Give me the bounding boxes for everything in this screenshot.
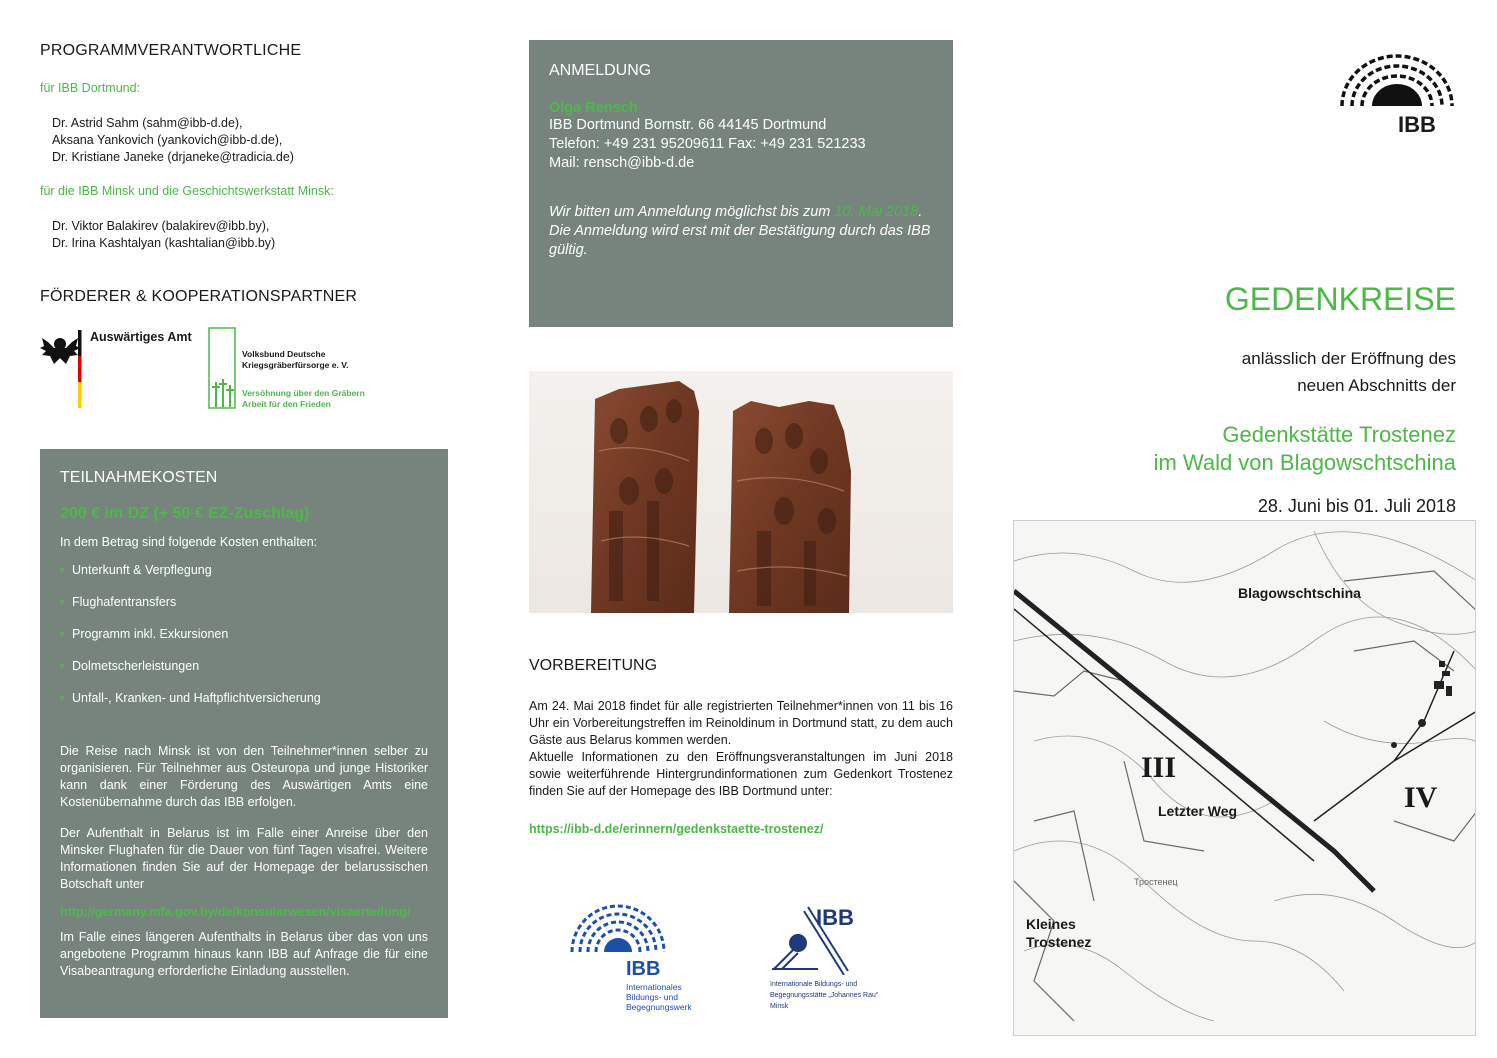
anmeldung-note (549, 203, 933, 260)
contact-balakirev: Dr. Viktor Balakirev (balakirev@ibb.by), (52, 219, 270, 233)
volksbund-name (242, 349, 348, 371)
volksbund-slogan (242, 388, 365, 410)
trostenez-info-link[interactable]: https://ibb-d.de/erinnern/gedenkstaette-trostenez/ (529, 822, 824, 836)
auswaertiges-amt-label: Auswärtiges Amt (90, 330, 192, 344)
ibb-minsk-logo (768, 905, 908, 1022)
ibb-minsk-line1: Internationale Bildungs- und (770, 981, 858, 988)
list-item: • Dolmetscherleistungen (60, 659, 428, 691)
volksbund-slogan-line1: Versöhnung über den Gräbern (242, 388, 365, 398)
map-label-blagowschtschina: Blagowschtschina (1238, 585, 1361, 601)
ibb-header-logo (1338, 52, 1456, 140)
volksbund-name-line1: Volksbund Deutsche (242, 349, 326, 359)
contact-yankovich: Aksana Yankovich (yankovich@ibb-d.de), (52, 133, 283, 147)
visa-info-link[interactable]: http://germany.mfa.gov.by/de/konsularwesen/visaerteilung/ (60, 905, 411, 919)
subtitle-line1: anlässlich der Eröffnung des (1241, 349, 1456, 368)
contact-mail[interactable]: Mail: rensch@ibb-d.de (549, 155, 695, 171)
ibb-name-line1: Internationales (626, 982, 682, 992)
volksbund-crosses-icon (208, 327, 236, 409)
map-label-kleines: Kleines (1026, 916, 1076, 932)
kosten-intro: In dem Betrag sind folgende Kosten enthalten: (60, 535, 318, 549)
page-title: GEDENKREISE (1224, 281, 1456, 317)
kosten-price: 200 € im DZ (+ 50 € EZ-Zuschlag) (60, 505, 310, 522)
kosten-list (60, 563, 428, 723)
partners-heading: FÖRDERER & KOOPERATIONSPARTNER (40, 288, 358, 305)
kosten-panel (40, 449, 448, 1018)
contact-address: IBB Dortmund Bornstr. 66 44145 Dortmund (549, 117, 827, 133)
program-heading: PROGRAMMVERANTWORTLICHE (40, 42, 302, 59)
ibb-globe-icon (1338, 52, 1456, 108)
kosten-paragraph-invitation: Im Falle eines längeren Aufenthalts in Belarus über das von uns angebotene Programm hinaus kann IBB auf Anfrage die für eine Visabeantragung erforderliche Einladung ausstellen. (60, 930, 428, 978)
subtitle (1000, 345, 1456, 399)
ibb-name-line3: Begegnungswerk (626, 1002, 692, 1012)
kosten-paragraph-travel: Die Reise nach Minsk ist von den Teilnehmer*innen selber zu organisieren. Für Teilnehmer aus Osteuropa und junge Historiker kann dank einer Förderung des Auswärtigen Amts eine Kostenübernahme durch das IBB erfolgen. (60, 744, 428, 809)
ibb-globe-icon (568, 898, 668, 956)
ibb-name-line2: Bildungs- und (626, 992, 678, 1002)
volksbund-logo (208, 327, 408, 409)
site-map (1013, 520, 1476, 1036)
dortmund-label: für IBB Dortmund: (40, 81, 141, 95)
vorbereitung-paragraph-1: Am 24. Mai 2018 findet für alle registrierten Teilnehmer*innen von 11 bis 16 Uhr ein Vorbereitungstreffen im Reinoldinum in Dortmund statt, zu dem auch Gäste aus Belarus kommen werden. (529, 699, 953, 747)
event-dates: 28. Juni bis 01. Juli 2018 (1257, 496, 1456, 516)
vorbereitung-heading: VORBEREITUNG (529, 657, 658, 674)
vorbereitung-text (529, 698, 953, 800)
map-section-iii: III (1141, 751, 1177, 784)
volksbund-slogan-line2: Arbeit für den Frieden (242, 399, 331, 409)
kosten-paragraph-visa: Der Aufenthalt in Belarus ist im Falle einer Anreise über den Minsker Flughafen für die Dauer von fünf Tagen visafrei. Weitere Informationen finden Sie auf der Homepage der belarussischen Botschaft unter (60, 826, 428, 891)
dortmund-contacts (52, 116, 294, 164)
ibb-minsk-name (770, 979, 878, 1012)
list-item: • Flughafentransfers (60, 595, 428, 627)
list-item: • Unfall-, Kranken- und Haftpflichtversicherung (60, 691, 428, 723)
minsk-label: für die IBB Minsk und die Geschichtswerkstatt Minsk: (40, 184, 334, 198)
vorbereitung-paragraph-2: Aktuelle Informationen zu den Eröffnungsveranstaltungen im Juni 2018 sowie weiterführende Hintergrundinformationen zum Gedenkort Trostenez finden Sie auf der Homepage des IBB Dortmund unter: (529, 750, 953, 798)
list-item: • Programm inkl. Exkursionen (60, 627, 428, 659)
memorial-sculpture-photo (529, 371, 953, 613)
contact-kashtalyan: Dr. Irina Kashtalyan (kashtalian@ibb.by) (52, 236, 276, 250)
map-label-letzter-weg: Letzter Weg (1158, 803, 1238, 819)
contact-sahm: Dr. Astrid Sahm (sahm@ibb-d.de), (52, 116, 243, 130)
contact-name: Olga Rensch (549, 100, 638, 116)
contact-janeke: Dr. Kristiane Janeke (drjaneke@tradicia.de) (52, 150, 294, 164)
ibb-dortmund-name (626, 982, 692, 1012)
subtitle-line2: neuen Abschnitts der (1297, 376, 1456, 395)
note-text-before: Wir bitten um Anmeldung möglichst bis zum (549, 204, 831, 220)
note-deadline: 10. Mai 2018 (834, 204, 919, 220)
map-label-kleines-trostenez (1026, 915, 1091, 951)
map-label-cyrillic: Тростенец (1134, 877, 1178, 887)
memorial-place-line1: Gedenkstätte Trostenez (1222, 422, 1456, 447)
ibb-minsk-line2: Begegnungsstätte „Johannes Rau“ (770, 992, 879, 999)
volksbund-name-line2: Kriegsgräberfürsorge e. V. (242, 360, 349, 370)
anmeldung-heading: ANMELDUNG (549, 62, 652, 79)
minsk-contacts (52, 218, 275, 252)
list-item: • Unterkunft & Verpflegung (60, 563, 428, 595)
memorial-place (1000, 421, 1456, 477)
kosten-heading: TEILNAHMEKOSTEN (60, 469, 218, 486)
ibb-minsk-line3: Minsk (770, 1003, 789, 1010)
map-section-iv: IV (1404, 781, 1438, 814)
note-text-after: . Die Anmeldung wird erst mit der Bestätigung durch das IBB gültig. (549, 204, 931, 258)
ibb-minsk-wordmark: IBB (816, 905, 854, 930)
contact-phone: Telefon: +49 231 95209611 Fax: +49 231 521233 (549, 136, 866, 152)
anmeldung-panel (529, 40, 953, 327)
ibb-header-wordmark: IBB (1398, 112, 1436, 137)
map-label-trostenez: Trostenez (1026, 934, 1092, 950)
ibb-wordmark: IBB (626, 958, 661, 980)
auswaertiges-amt-logo (40, 328, 200, 410)
ibb-dortmund-logo (568, 898, 718, 1023)
memorial-place-line2: im Wald von Blagowschtschina (1153, 450, 1456, 475)
